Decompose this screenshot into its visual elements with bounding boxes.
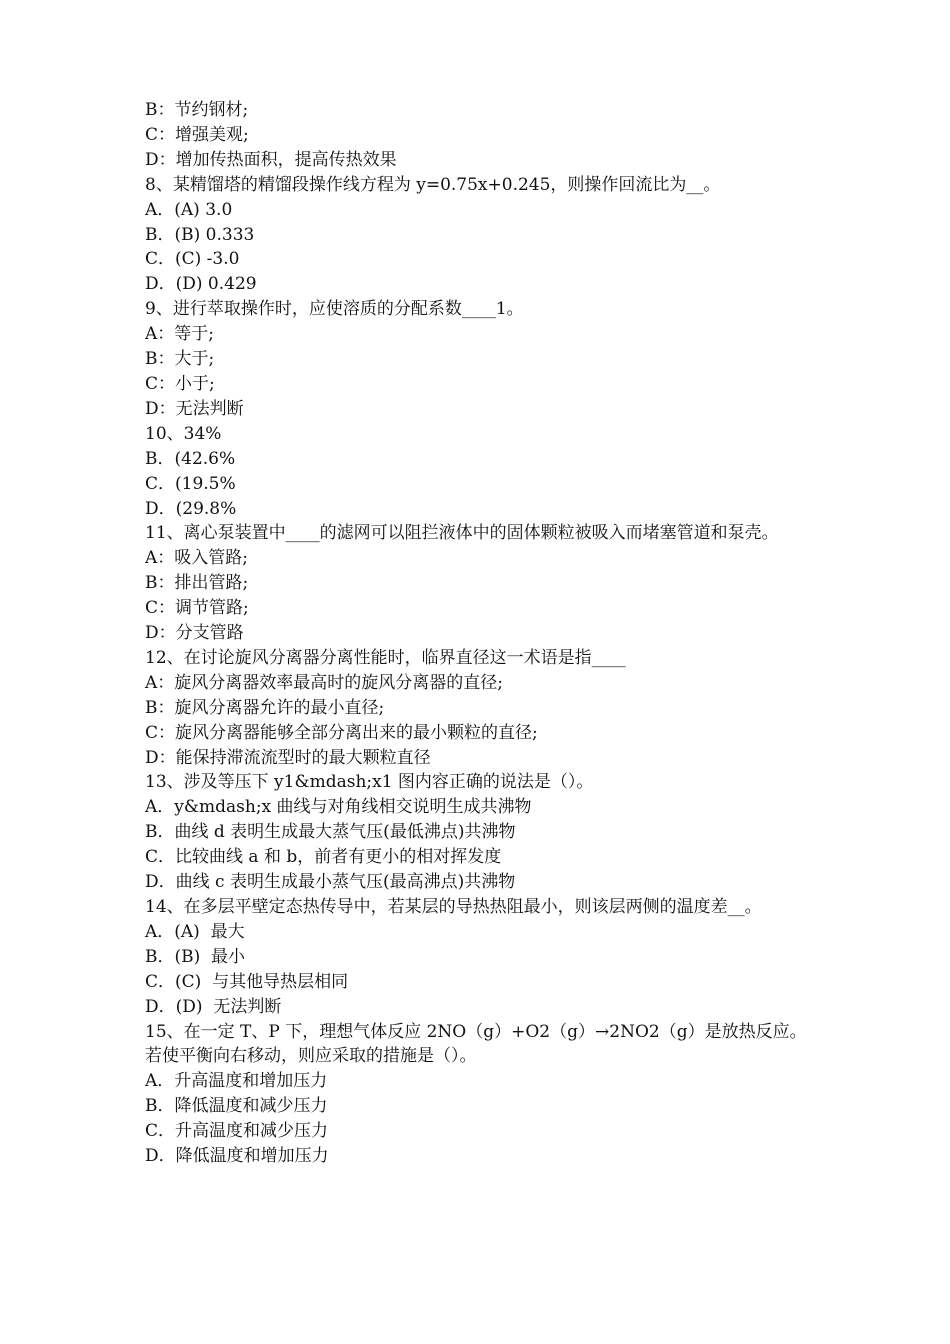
option-line: A．(A) 最大 <box>145 921 245 942</box>
question-10: 10、34% <box>145 423 222 444</box>
option-line: A．(A) 3.0 <box>145 199 233 220</box>
option-line: A：吸入管路; <box>145 548 249 569</box>
option-line: D．曲线 c 表明生成最小蒸气压(最高沸点)共沸物 <box>145 872 516 893</box>
option-line: A．y&mdash;x 曲线与对角线相交说明生成共沸物 <box>145 797 532 818</box>
option-line: C：增强美观; <box>145 124 249 145</box>
question-9: 9、进行萃取操作时，应使溶质的分配系数____1。 <box>145 299 524 320</box>
question-13: 13、涉及等压下 y1&mdash;x1 图内容正确的说法是（）。 <box>145 772 594 793</box>
option-line: A：等于; <box>145 324 215 345</box>
option-line: B：排出管路; <box>145 573 249 594</box>
document-body <box>145 98 810 1169</box>
option-line: C．升高温度和减少压力 <box>145 1121 329 1142</box>
option-line: D．(D) 无法判断 <box>145 996 282 1017</box>
option-line: C．比较曲线 a 和 b，前者有更小的相对挥发度 <box>145 847 502 868</box>
option-line: A．升高温度和增加压力 <box>145 1071 328 1092</box>
option-line: B：旋风分离器允许的最小直径; <box>145 697 385 718</box>
option-line: C：旋风分离器能够全部分离出来的最小颗粒的直径; <box>145 722 538 743</box>
question-15: 15、在一定 T、P 下，理想气体反应 2NO（g）+O2（g）→2NO2（g）是放热反应。若使平衡向右移动，则应采取的措施是（）。 <box>145 1021 807 1067</box>
option-line: C．(C) 与其他导热层相同 <box>145 971 349 992</box>
question-14: 14、在多层平壁定态热传导中，若某层的导热热阻最小，则该层两侧的温度差__。 <box>145 897 762 917</box>
question-8: 8、某精馏塔的精馏段操作线方程为 y=0.75x+0.245，则操作回流比为__。 <box>145 174 721 195</box>
option-line: D：增加传热面积，提高传热效果 <box>145 149 397 170</box>
option-line: B．(B) 0.333 <box>145 224 255 245</box>
option-line: D：能保持滞流流型时的最大颗粒直径 <box>145 747 431 768</box>
question-11: 11、离心泵装置中____的滤网可以阻拦液体中的固体颗粒被吸入而堵塞管道和泵壳。 <box>145 523 779 544</box>
option-line: C．(19.5% <box>145 473 236 494</box>
option-line: D．(D) 0.429 <box>145 274 257 295</box>
option-line: A：旋风分离器效率最高时的旋风分离器的直径; <box>145 672 504 693</box>
option-line: C．(C) -3.0 <box>145 249 240 270</box>
option-line: B：大于; <box>145 349 215 370</box>
option-line: B．(42.6% <box>145 448 236 469</box>
option-line: B．(B) 最小 <box>145 946 246 967</box>
option-line: B．降低温度和减少压力 <box>145 1096 328 1117</box>
question-12: 12、在讨论旋风分离器分离性能时，临界直径这一术语是指____ <box>145 647 626 668</box>
option-line: C：调节管路; <box>145 598 249 619</box>
option-line: D．降低温度和增加压力 <box>145 1146 329 1167</box>
option-line: B：节约钢材; <box>145 100 249 120</box>
option-line: D．(29.8% <box>145 498 237 519</box>
option-line: D：无法判断 <box>145 398 244 419</box>
option-line: B．曲线 d 表明生成最大蒸气压(最低沸点)共沸物 <box>145 822 516 843</box>
option-line: D：分支管路 <box>145 623 244 644</box>
option-line: C：小于; <box>145 373 215 394</box>
